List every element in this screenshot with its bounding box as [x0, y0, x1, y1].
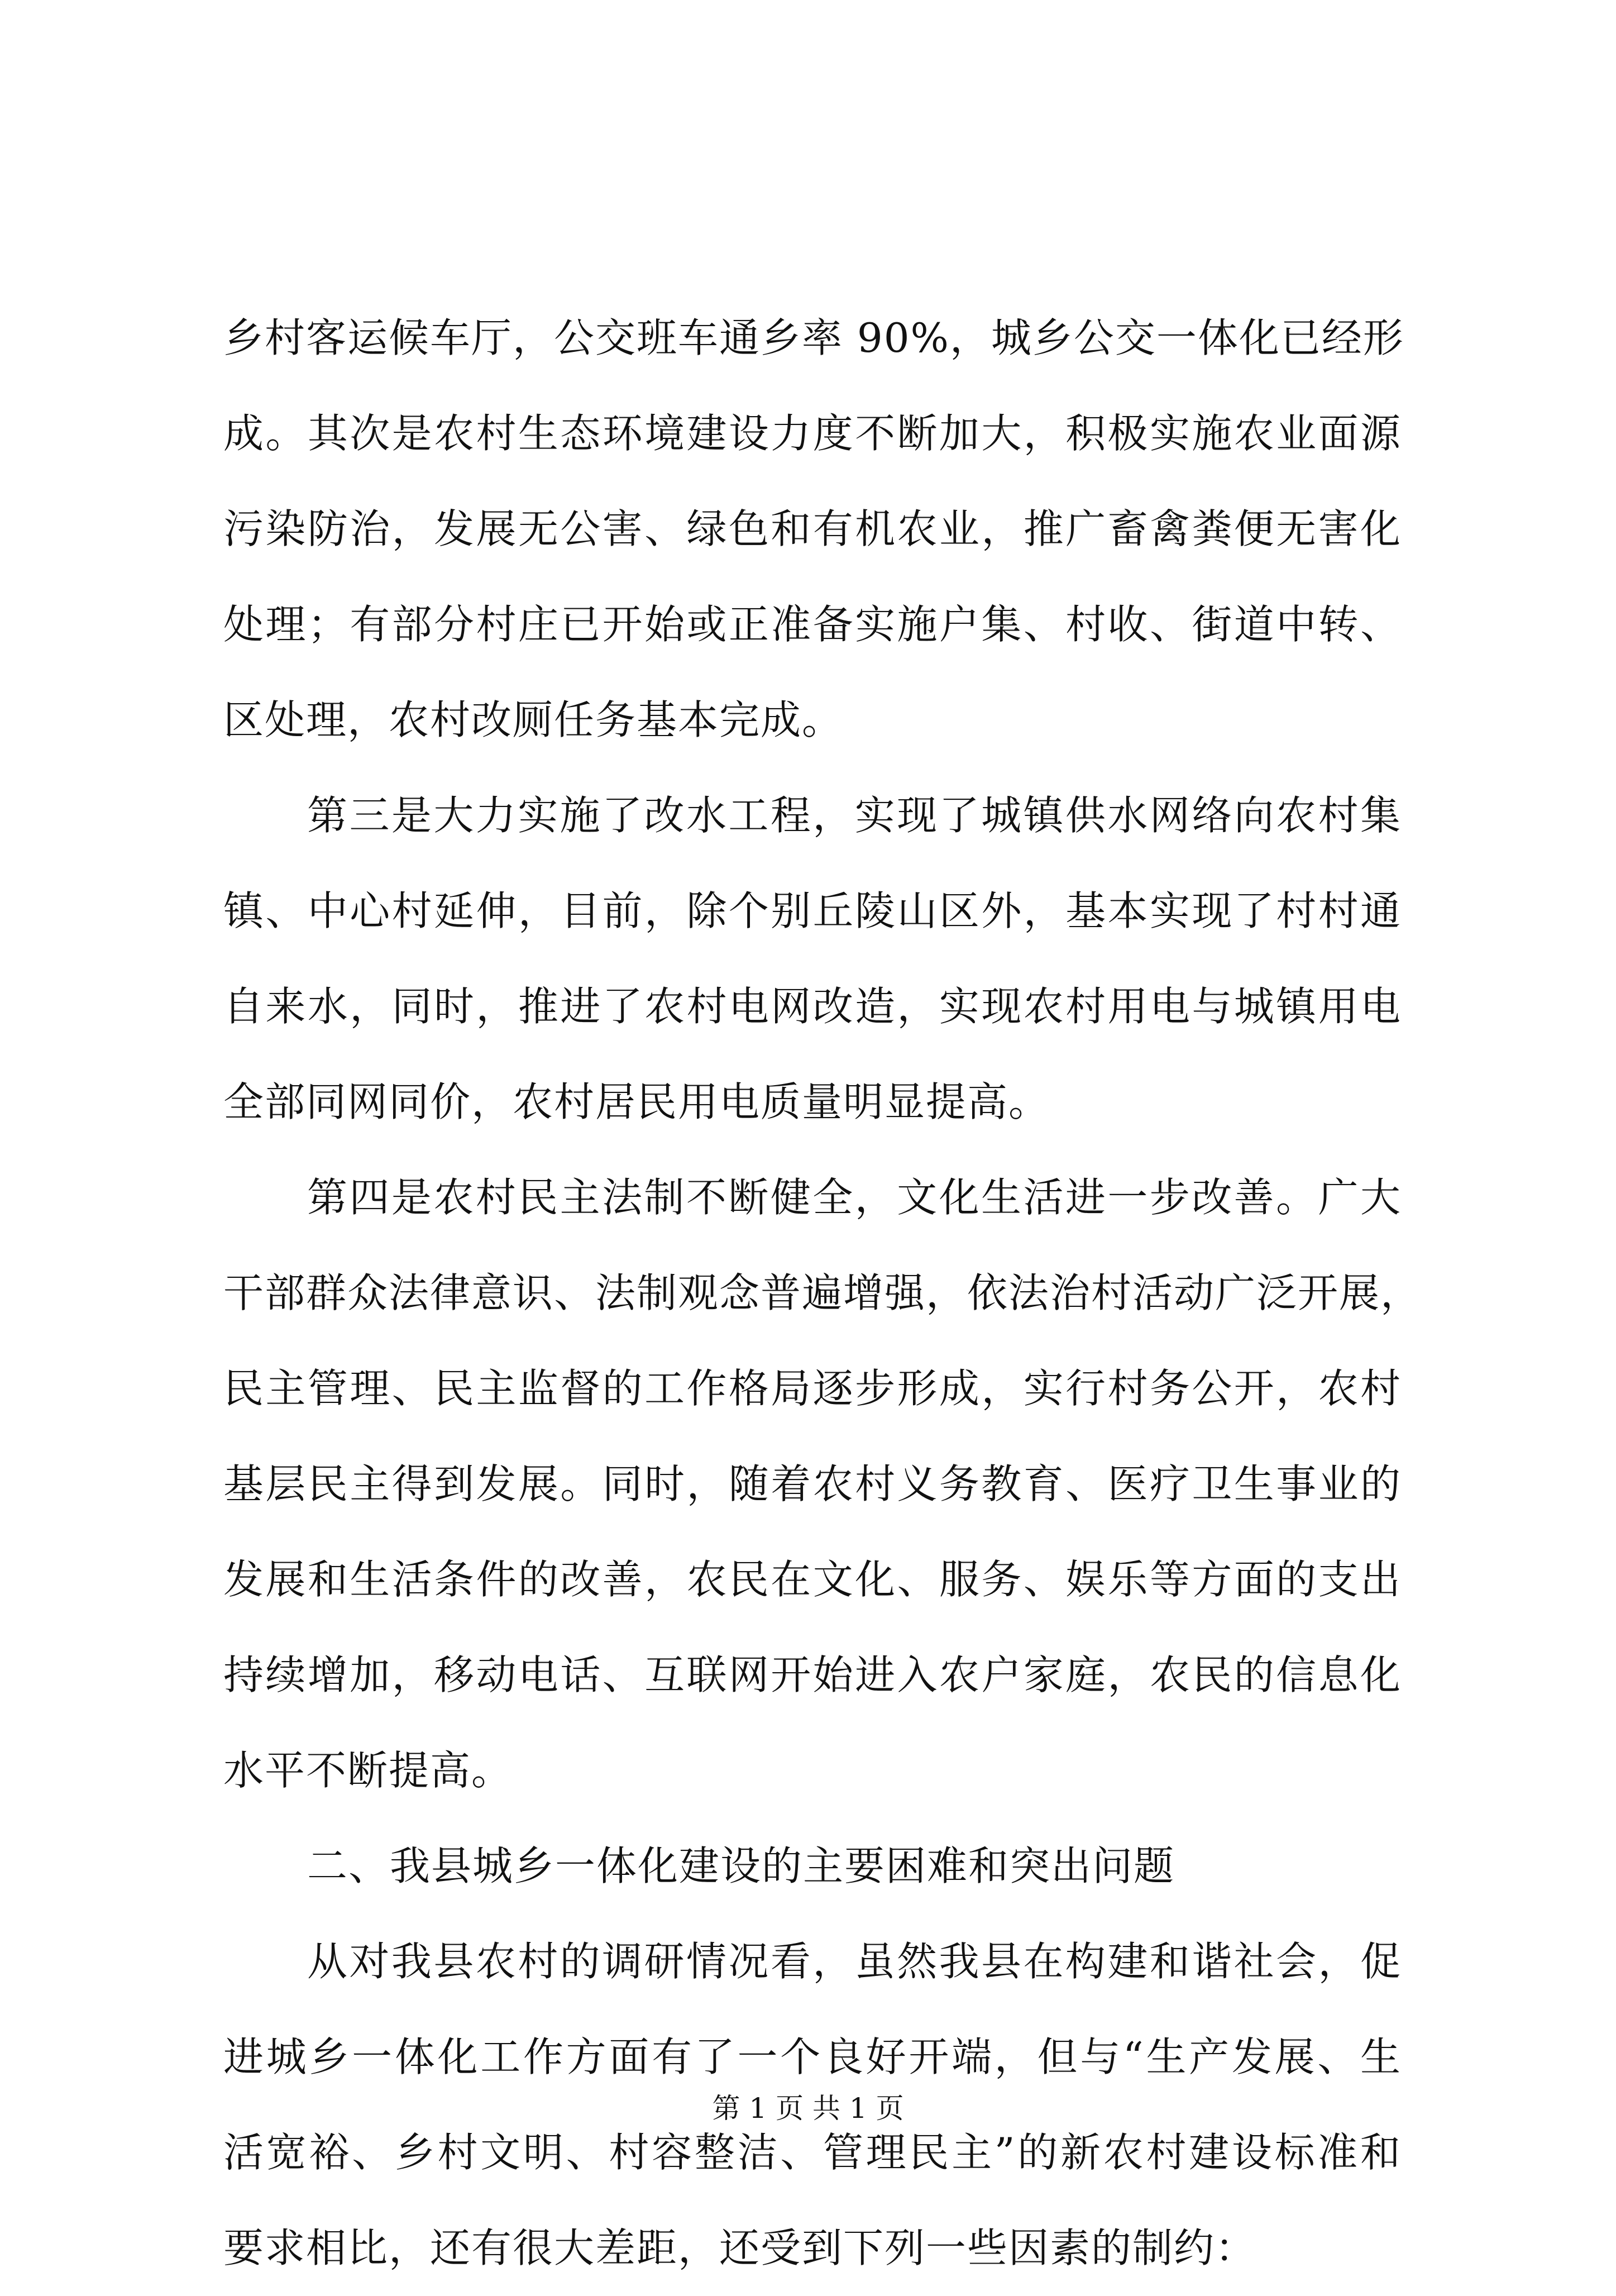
text-line: 要求相比，还有很大差距，还受到下列一些因素的制约：	[223, 2225, 1257, 2271]
text-line: 镇、中心村延伸，目前，除个别丘陵山区外，基本实现了村村通	[223, 887, 1402, 934]
text-line: 乡村客运候车厅，公交班车通乡率 90%，城乡公交一体化已经形	[223, 314, 1404, 361]
text-line: 成。其次是农村生态环境建设力度不断加大，积极实施农业面源	[223, 410, 1402, 457]
section-heading: 二、我县城乡一体化建设的主要困难和突出问题	[307, 1842, 1175, 1889]
paragraph-first-line: 从对我县农村的调研情况看，虽然我县在构建和谐社会，促	[307, 1938, 1402, 1985]
document-body	[223, 290, 1422, 2296]
paragraph-first-line: 第四是农村民主法制不断健全，文化生活进一步改善。广大	[307, 1174, 1402, 1221]
text-line: 发展和生活条件的改善，农民在文化、服务、娱乐等方面的支出	[223, 1556, 1402, 1603]
text-line: 自来水，同时，推进了农村电网改造，实现农村用电与城镇用电	[223, 983, 1402, 1030]
text-line: 处理；有部分村庄已开始或正准备实施户集、村收、街道中转、	[223, 601, 1402, 648]
text-line: 持续增加，移动电话、互联网开始进入农户家庭，农民的信息化	[223, 1651, 1402, 1698]
text-line: 区处理，农村改厕任务基本完成。	[223, 696, 844, 743]
text-line: 基层民主得到发展。同时，随着农村义务教育、医疗卫生事业的	[223, 1460, 1402, 1507]
paragraph-first-line: 第三是大力实施了改水工程，实现了城镇供水网络向农村集	[307, 792, 1402, 839]
text-line: 全部同网同价，农村居民用电质量明显提高。	[223, 1078, 1050, 1125]
text-line: 进城乡一体化工作方面有了一个良好开端，但与“生产发展、生	[223, 2034, 1402, 2080]
page-number-footer: 第 1 页 共 1 页	[712, 2092, 904, 2125]
text-line: 干部群众法律意识、法制观念普遍增强，依法治村活动广泛开展，	[223, 1269, 1422, 1316]
text-line: 民主管理、民主监督的工作格局逐步形成，实行村务公开，农村	[223, 1365, 1402, 1412]
text-line: 水平不断提高。	[223, 1747, 513, 1794]
text-line: 污染防治，发展无公害、绿色和有机农业，推广畜禽粪便无害化	[223, 505, 1402, 552]
text-line: 活宽裕、乡村文明、村容整洁、管理民主”的新农村建设标准和	[223, 2129, 1402, 2176]
